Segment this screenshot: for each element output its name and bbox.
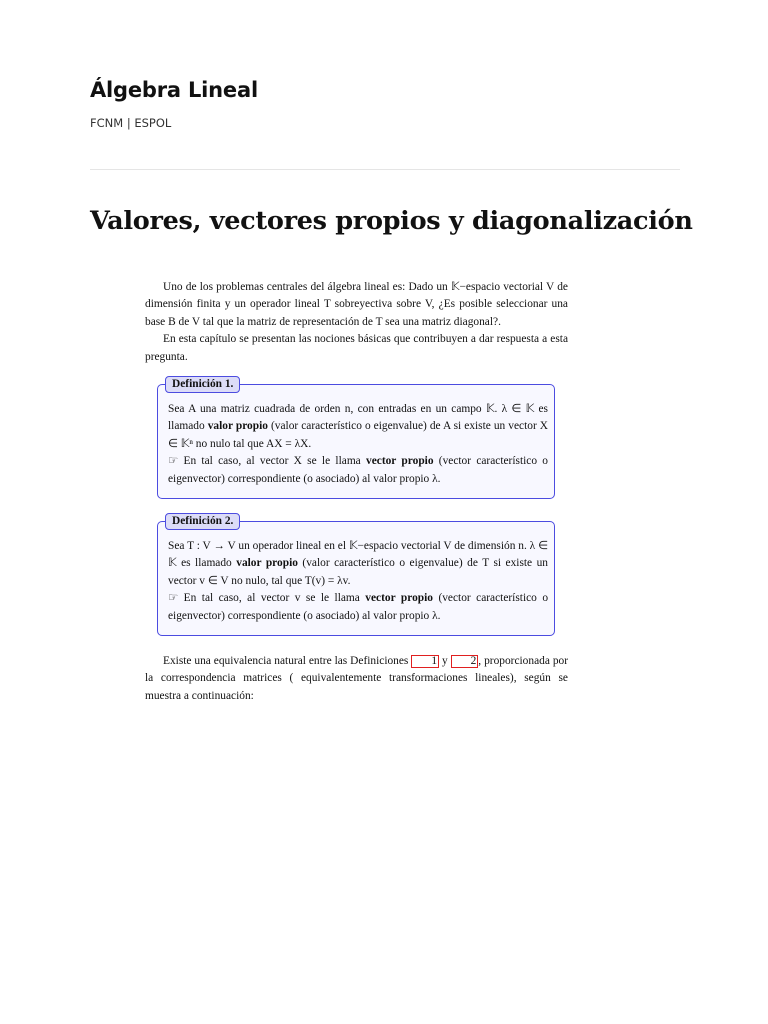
intro-text — [145, 279, 568, 366]
definition-text: ☞ En tal caso, al vector X se le llama — [168, 455, 367, 468]
header-divider — [90, 169, 680, 170]
definition-body-2 — [168, 538, 548, 625]
definition-text: (vector característico o eigenvector) correspondiente (o asociado) al valor propio λ. — [168, 455, 548, 485]
page-title: Valores, vectores propios y diagonalización — [90, 206, 693, 236]
definition-term: vector propio — [365, 592, 433, 605]
definition-label-2: Definición 2. — [165, 513, 240, 530]
intro-paragraph-2: En esta capítulo se presentan las nociones básicas que contribuyen a dar respuesta a esta pregunta. — [145, 333, 568, 363]
definition-ref-1-link[interactable]: 1 — [411, 655, 439, 668]
definition-text: Sea T : V → V un operador lineal en el 𝕂−espacio vectorial V de dimensión n. λ ∈ 𝕂 es llamado — [168, 540, 548, 570]
definition-box-1 — [157, 378, 555, 499]
intro-paragraph-1: Uno de los problemas centrales del álgebra lineal es: Dado un 𝕂−espacio vectorial V de dimensión finita y un operador lineal T sobreyectiva sobre V, ¿Es posible seleccionar una base B de V tal que la matriz de representación de T sea una matriz diagonal?. — [145, 281, 568, 328]
definition-term: valor propio — [207, 420, 268, 433]
definition-ref-2-link[interactable]: 2 — [451, 655, 479, 668]
site-title[interactable]: Álgebra Lineal — [90, 78, 258, 102]
definition-label-1: Definición 1. — [165, 376, 240, 393]
definition-text: (valor característico o eigenvalue) de T si existe un vector v ∈ V no nulo, tal que T(v) = λv. — [168, 557, 548, 587]
definition-text: Sea A una matriz cuadrada de orden n, con entradas en un campo 𝕂. λ ∈ 𝕂 es llamado — [168, 403, 548, 433]
site-subtitle: FCNM | ESPOL — [90, 116, 172, 130]
definition-text: (valor característico o eigenvalue) de A si existe un vector X ∈ 𝕂ⁿ no nulo tal que AX = λX. — [168, 420, 549, 450]
definition-body-1 — [168, 401, 548, 488]
definition-text: (vector característico o eigenvector) correspondiente (o asociado) al valor propio λ. — [168, 592, 549, 622]
definition-text: ☞ En tal caso, al vector v se le llama — [168, 592, 366, 605]
closing-text-mid: y — [439, 655, 451, 667]
site-header — [90, 78, 680, 130]
closing-text-after: , proporcionada por la correspondencia matrices ( equivalentemente transformaciones lineales), según se muestra a continuación: — [145, 655, 568, 702]
definition-term: valor propio — [236, 557, 298, 570]
closing-text-before: Existe una equivalencia natural entre las Definiciones — [163, 655, 412, 667]
closing-paragraph — [145, 653, 568, 705]
closing-text — [145, 653, 568, 705]
definition-box-2 — [157, 515, 555, 636]
definition-term: vector propio — [366, 455, 434, 468]
